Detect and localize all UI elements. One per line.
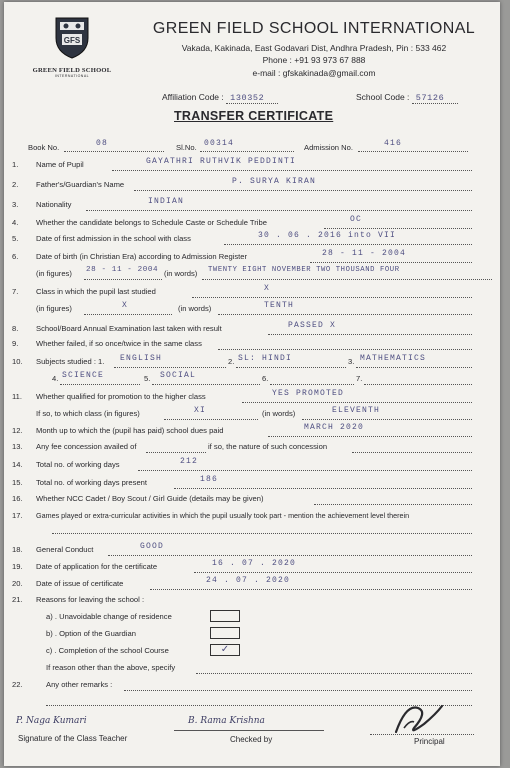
field-19-number: 19. xyxy=(12,562,23,571)
field-21-label: Reasons for leaving the school : xyxy=(36,595,145,604)
field-5-number: 5. xyxy=(12,234,19,243)
field-17-label: Games played or extra-curricular activities in which the pupil usually took part - mention the achievement level therein xyxy=(36,511,410,520)
field-6-number: 6. xyxy=(12,252,19,261)
school-crest-icon xyxy=(52,14,92,60)
subject-4-value: SCIENCE xyxy=(62,371,105,380)
affiliation-code-value: 130352 xyxy=(226,93,278,104)
class-figures-value: X xyxy=(122,301,129,310)
affiliation-code xyxy=(162,92,278,103)
field-18-number: 18. xyxy=(12,545,23,554)
field-3-line xyxy=(86,201,472,211)
dob-figures-value: 28 - 11 - 2004 xyxy=(86,266,159,274)
class-words-label: (in words) xyxy=(178,304,212,313)
class-words-value: TENTH xyxy=(264,301,295,310)
field-12-number: 12. xyxy=(12,426,23,435)
field-14-label: Total no. of working days xyxy=(36,460,120,469)
principal-label: Principal xyxy=(414,737,445,746)
field-6-label: Date of birth (in Christian Era) according to Admission Register xyxy=(36,252,248,261)
guardian-name-value: P. SURYA KIRAN xyxy=(232,177,317,186)
admission-date-value: 30 . 06 . 2016 into VII xyxy=(258,231,397,240)
field-17-line xyxy=(52,524,472,534)
field-22-label: Any other remarks : xyxy=(46,680,113,689)
last-class-value: X xyxy=(264,284,271,293)
subject-7-number: 7. xyxy=(356,374,363,383)
admission-no-line xyxy=(358,142,468,152)
school-code xyxy=(356,92,458,103)
reason-a-label: a) . Unavoidable change of residence xyxy=(46,612,172,621)
reason-c-checkbox[interactable]: ✓ xyxy=(210,644,240,656)
pupil-name-value: GAYATHRI RUTHVIK PEDDINTI xyxy=(146,157,297,166)
concession-nature-label: if so, the nature of such concession xyxy=(208,442,328,451)
promotion-value: YES PROMOTED xyxy=(272,389,345,398)
field-1-number: 1. xyxy=(12,160,19,169)
field-16-line xyxy=(314,495,472,505)
field-22-line xyxy=(124,681,472,691)
field-4-label: Whether the candidate belongs to Schedule Caste or Schedule Tribe xyxy=(36,218,267,227)
working-days-value: 212 xyxy=(180,457,199,466)
class-teacher-label: Signature of the Class Teacher xyxy=(18,734,128,743)
checked-by-line xyxy=(174,730,324,731)
subject-2-number: 2. xyxy=(228,357,235,366)
reason-b-checkbox[interactable] xyxy=(210,627,240,639)
checked-by-label: Checked by xyxy=(230,735,273,744)
subject-3-number: 3. xyxy=(348,357,355,366)
field-22-number: 22. xyxy=(12,680,23,689)
certificate-title: TRANSFER CERTIFICATE xyxy=(174,109,334,123)
field-11-number: 11. xyxy=(12,392,22,401)
sl-no-label: Sl.No. xyxy=(176,143,197,152)
crest-text: GFS xyxy=(63,36,81,45)
logo-school-subtitle: INTERNATIONAL xyxy=(54,74,90,78)
field-7-line xyxy=(192,288,472,298)
field-11-label: Whether qualified for promotion to the higher class xyxy=(36,392,206,401)
promoted-class-words-label: (in words) xyxy=(262,409,296,418)
days-present-value: 186 xyxy=(200,475,219,484)
field-18-label: General Conduct xyxy=(36,545,94,554)
field-2-label: Father's/Guardian's Name xyxy=(36,180,125,189)
field-19-label: Date of application for the certificate xyxy=(36,562,158,571)
field-16-label: Whether NCC Cadet / Boy Scout / Girl Guide (details may be given) xyxy=(36,494,264,503)
subject-6-line xyxy=(270,375,354,385)
school-phone: Phone : +91 93 973 67 888 xyxy=(262,55,366,65)
admission-no-value: 416 xyxy=(384,139,403,148)
subject-5-number: 5. xyxy=(144,374,151,383)
nationality-value: INDIAN xyxy=(148,197,185,206)
field-4-number: 4. xyxy=(12,218,19,227)
field-12-line xyxy=(268,427,472,437)
book-no-line xyxy=(64,142,164,152)
logo-school-name: GREEN FIELD SCHOOL xyxy=(32,67,112,74)
promoted-class-figures-value: XI xyxy=(194,406,207,415)
field-15-line xyxy=(174,479,472,489)
field-15-label: Total no. of working days present xyxy=(36,478,148,487)
field-2-number: 2. xyxy=(12,180,19,189)
dob-figures-label: (in figures) xyxy=(36,269,72,278)
promoted-class-figures-line xyxy=(164,410,258,420)
concession-nature-line xyxy=(352,443,472,453)
class-figures-label: (in figures) xyxy=(36,304,72,313)
principal-line xyxy=(370,734,474,735)
field-17-number: 17. xyxy=(12,511,23,520)
field-5-label: Date of first admission in the school with class xyxy=(36,234,191,243)
field-4-line xyxy=(324,219,472,229)
school-logo xyxy=(30,14,114,78)
subject-1-value: ENGLISH xyxy=(120,354,163,363)
caste-value: OC xyxy=(350,215,363,224)
book-no-label: Book No. xyxy=(28,143,60,152)
field-9-number: 9. xyxy=(12,339,19,348)
school-address: Vakada, Kakinada, East Godavari Dist, Andhra Pradesh, Pin : 533 462 xyxy=(181,43,447,53)
sl-no-value: 00314 xyxy=(204,139,235,148)
promoted-class-figures-label: If so, to which class (in figures) xyxy=(36,409,140,418)
field-9-label: Whether failed, if so once/twice in the same class xyxy=(36,339,202,348)
reason-a-checkbox[interactable] xyxy=(210,610,240,622)
subject-5-value: SOCIAL xyxy=(160,371,197,380)
book-no-value: 08 xyxy=(96,139,109,148)
affiliation-code-label: Affiliation Code : xyxy=(162,92,224,102)
field-12-label: Month up to which the (pupil has paid) school dues paid xyxy=(36,426,224,435)
promoted-class-words-line xyxy=(302,410,472,420)
field-14-number: 14. xyxy=(12,460,23,469)
exam-result-value: PASSED X xyxy=(288,321,337,330)
field-15-number: 15. xyxy=(12,478,23,487)
subject-4-number: 4. xyxy=(52,374,59,383)
school-name: GREEN FIELD SCHOOL INTERNATIONAL xyxy=(152,20,476,37)
field-16-number: 16. xyxy=(12,494,23,503)
class-words-line xyxy=(218,305,472,315)
issue-date-value: 24 . 07 . 2020 xyxy=(206,576,291,585)
subject-6-number: 6. xyxy=(262,374,269,383)
promoted-class-words-value: ELEVENTH xyxy=(332,406,381,415)
field-20-label: Date of issue of certificate xyxy=(36,579,124,588)
transfer-certificate xyxy=(4,2,500,766)
field-8-label: School/Board Annual Examination last taken with result xyxy=(36,324,222,333)
dob-words-value: TWENTY EIGHT NOVEMBER TWO THOUSAND FOUR xyxy=(208,266,400,274)
reason-other-line xyxy=(196,664,472,674)
class-teacher-signature: P. Naga Kumari xyxy=(16,716,87,726)
field-3-number: 3. xyxy=(12,200,19,209)
reason-other-label: If reason other than the above, specify xyxy=(46,663,176,672)
field-20-number: 20. xyxy=(12,579,23,588)
field-7-number: 7. xyxy=(12,287,19,296)
field-9-line xyxy=(218,340,472,350)
field-13-number: 13. xyxy=(12,442,23,451)
school-code-label: School Code : xyxy=(356,92,410,102)
reason-c-label: c) . Completion of the school Course xyxy=(46,646,169,655)
dues-paid-value: MARCH 2020 xyxy=(304,423,365,432)
application-date-value: 16 . 07 . 2020 xyxy=(212,559,297,568)
field-13-label: Any fee concession availed of xyxy=(36,442,137,451)
field-1-label: Name of Pupil xyxy=(36,160,84,169)
subject-3-value: MATHEMATICS xyxy=(360,354,427,363)
subject-7-line xyxy=(364,375,472,385)
field-20-line xyxy=(150,580,472,590)
conduct-value: GOOD xyxy=(140,542,165,551)
school-code-value: 57126 xyxy=(412,93,459,104)
admission-no-label: Admission No. xyxy=(304,143,353,152)
field-7-label: Class in which the pupil last studied xyxy=(36,287,156,296)
field-10-number: 10. xyxy=(12,357,23,366)
dob-words-label: (in words) xyxy=(164,269,198,278)
reason-b-label: b) . Option of the Guardian xyxy=(46,629,136,638)
school-email: e-mail : gfskakinada@gmail.com xyxy=(252,68,376,78)
checked-by-signature: B. Rama Krishna xyxy=(188,716,265,726)
field-13-line xyxy=(146,443,206,453)
dob-value: 28 - 11 - 2004 xyxy=(322,249,407,258)
field-21-number: 21. xyxy=(12,595,23,604)
field-10-label: Subjects studied : 1. xyxy=(36,357,105,366)
field-3-label: Nationality xyxy=(36,200,72,209)
subject-2-value: SL: HINDI xyxy=(238,354,293,363)
field-8-number: 8. xyxy=(12,324,19,333)
